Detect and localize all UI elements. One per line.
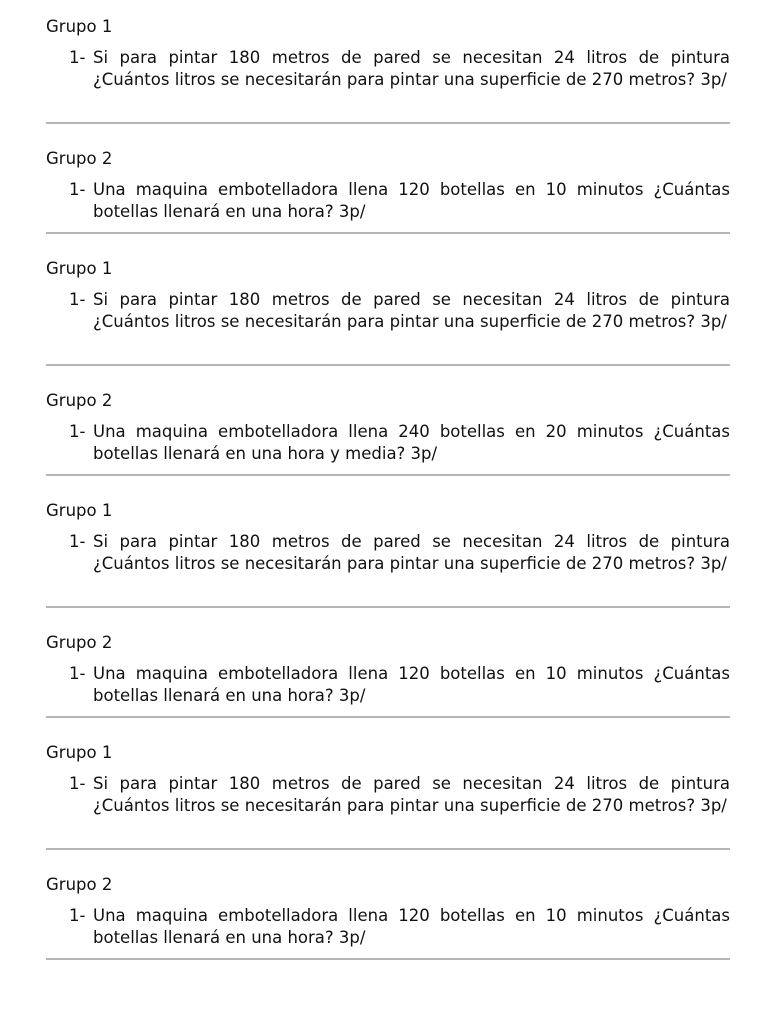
group-title: Grupo 1 xyxy=(46,17,113,36)
group-title: Grupo 1 xyxy=(46,743,113,762)
group-title: Grupo 2 xyxy=(46,875,113,894)
question-text: Si para pintar 180 metros de pared se necesitan 24 litros de pintura ¿Cuántos litros se necesitarán para pintar una superficie de 270 metros? 3p/ xyxy=(93,774,730,815)
question-number: 1- xyxy=(69,664,86,683)
section-divider xyxy=(46,232,730,234)
question-text: Una maquina embotelladora llena 120 botellas en 10 minutos ¿Cuántas botellas llenará en una hora? 3p/ xyxy=(93,180,730,221)
section-divider xyxy=(46,122,730,124)
question-number: 1- xyxy=(69,48,86,67)
question-text: Una maquina embotelladora llena 120 botellas en 10 minutos ¿Cuántas botellas llenará en una hora? 3p/ xyxy=(93,906,730,947)
question-text: Si para pintar 180 metros de pared se necesitan 24 litros de pintura ¿Cuántos litros se necesitarán para pintar una superficie de 270 metros? 3p/ xyxy=(93,532,730,573)
section-divider xyxy=(46,716,730,718)
section-divider xyxy=(46,606,730,608)
group-title: Grupo 2 xyxy=(46,633,113,652)
section-divider xyxy=(46,474,730,476)
group-title: Grupo 2 xyxy=(46,149,113,168)
question-text: Una maquina embotelladora llena 240 botellas en 20 minutos ¿Cuántas botellas llenará en una hora y media? 3p/ xyxy=(93,422,730,463)
group-title: Grupo 1 xyxy=(46,259,113,278)
question-text: Si para pintar 180 metros de pared se necesitan 24 litros de pintura ¿Cuántos litros se necesitarán para pintar una superficie de 270 metros? 3p/ xyxy=(93,290,730,331)
group-title: Grupo 2 xyxy=(46,391,113,410)
question-text: Si para pintar 180 metros de pared se necesitan 24 litros de pintura ¿Cuántos litros se necesitarán para pintar una superficie de 270 metros? 3p/ xyxy=(93,48,730,89)
section-divider xyxy=(46,848,730,850)
question-number: 1- xyxy=(69,906,86,925)
question-number: 1- xyxy=(69,774,86,793)
question-number: 1- xyxy=(69,180,86,199)
question-text: Una maquina embotelladora llena 120 botellas en 10 minutos ¿Cuántas botellas llenará en una hora? 3p/ xyxy=(93,664,730,705)
question-number: 1- xyxy=(69,532,86,551)
question-number: 1- xyxy=(69,290,86,309)
group-title: Grupo 1 xyxy=(46,501,113,520)
section-divider xyxy=(46,364,730,366)
question-number: 1- xyxy=(69,422,86,441)
section-divider xyxy=(46,958,730,960)
